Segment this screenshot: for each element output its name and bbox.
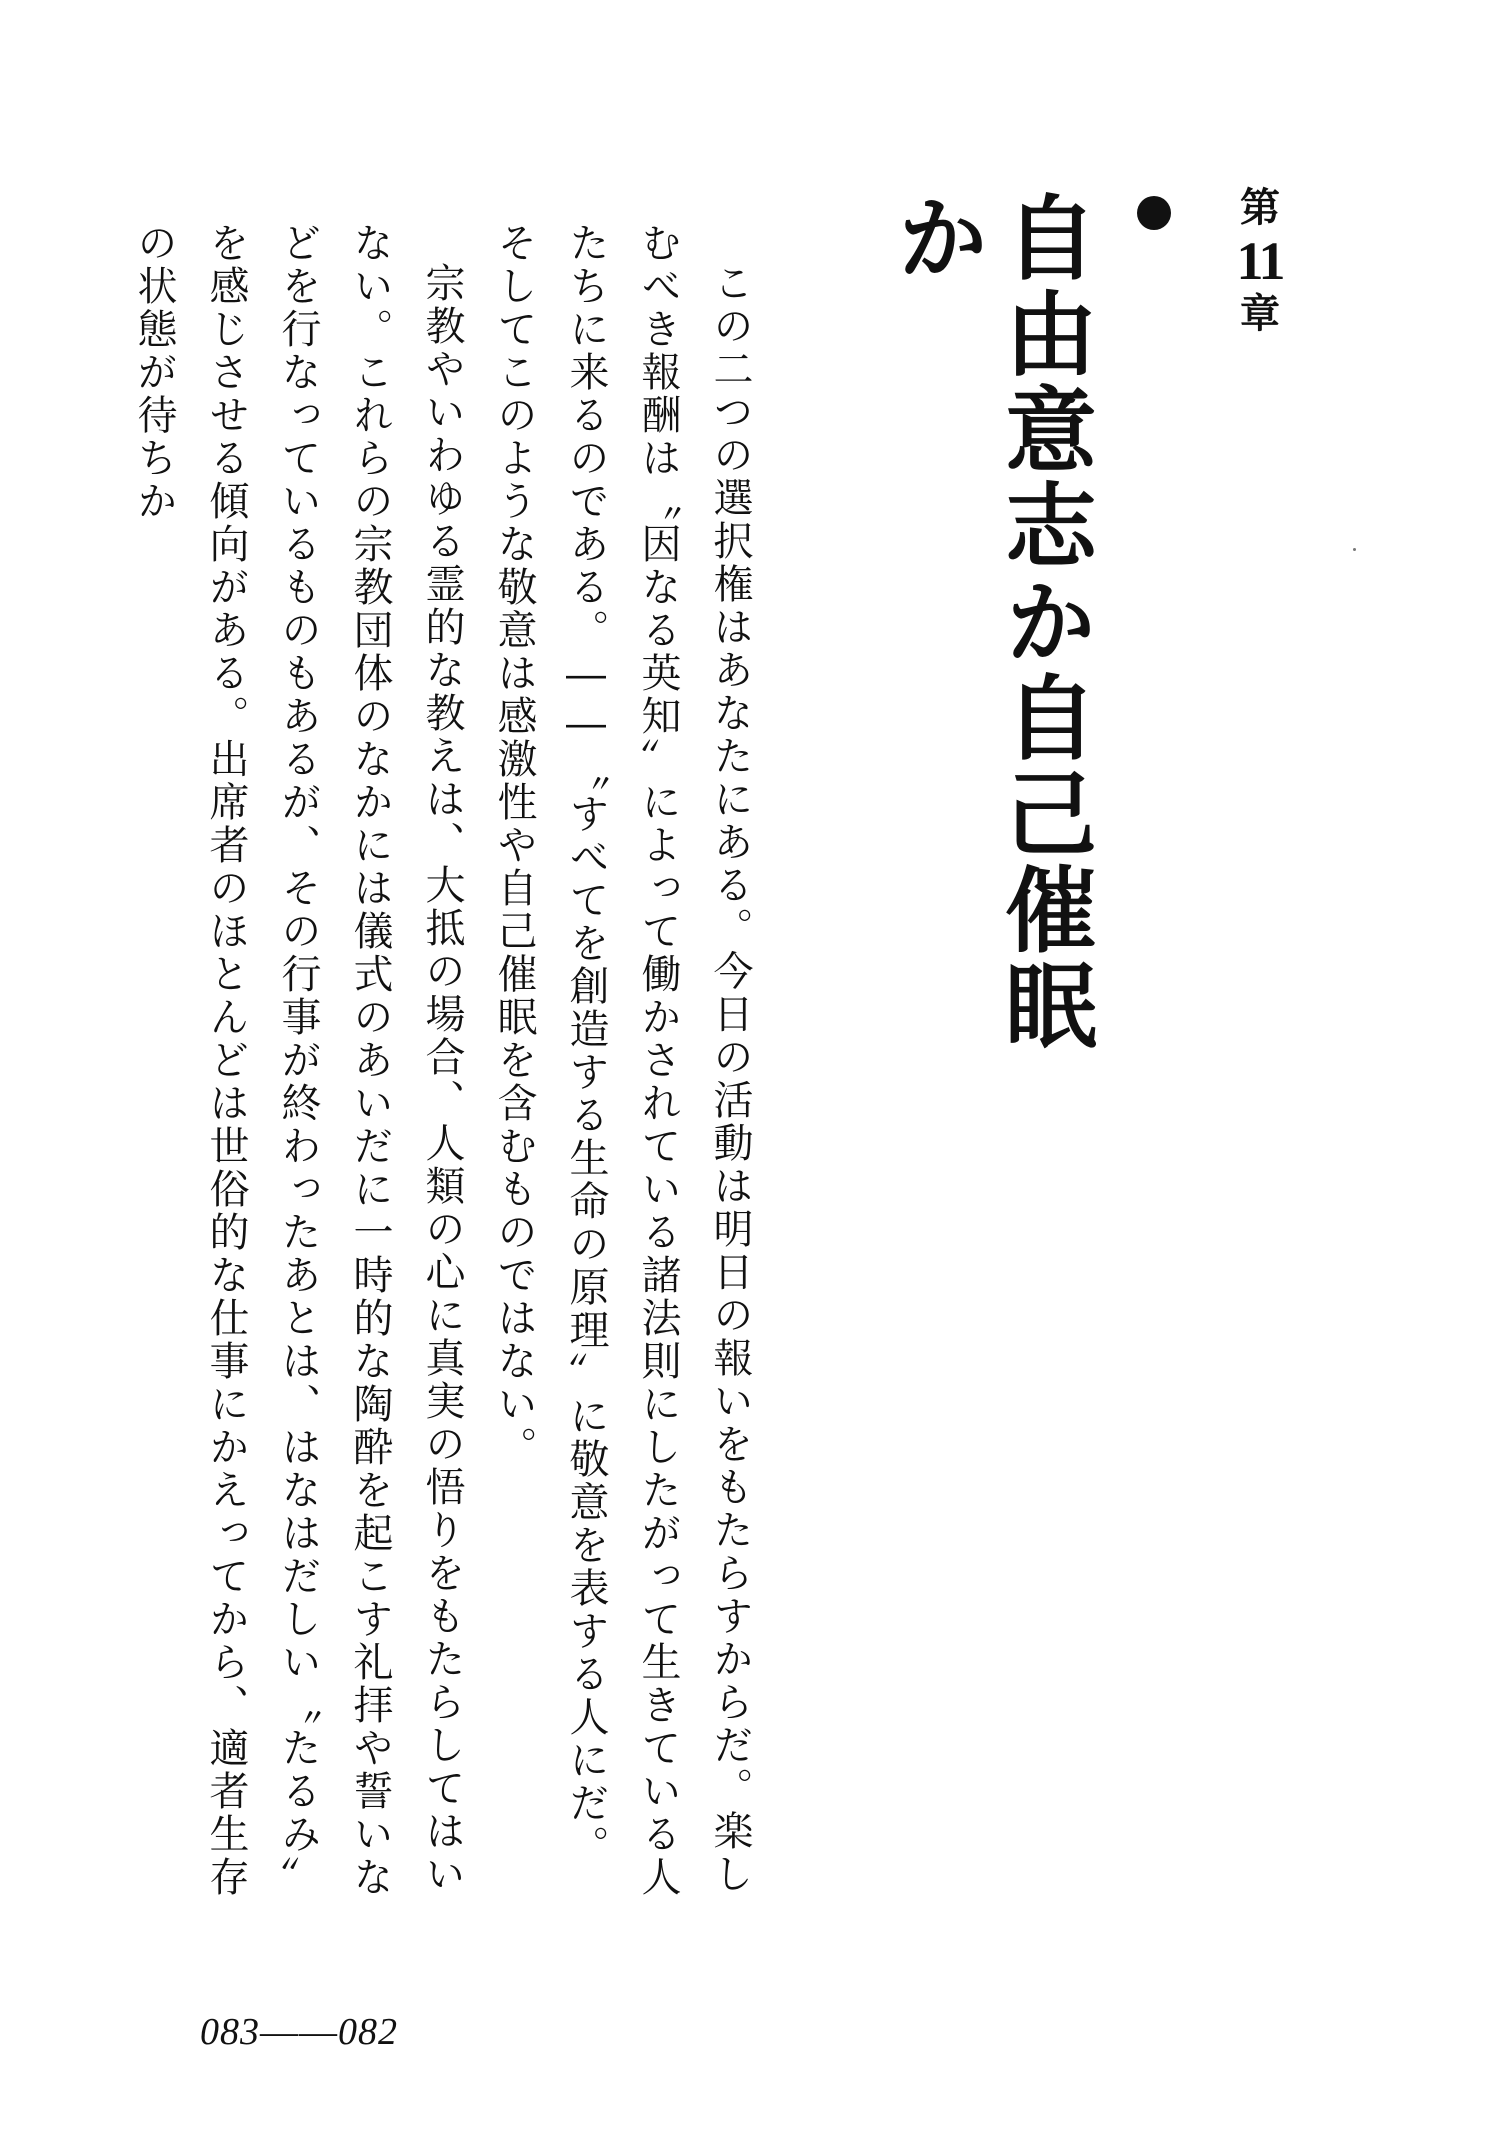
page-number: 083――082 (200, 2011, 398, 2053)
chapter-number: 11 (1236, 231, 1284, 291)
bullet-icon (1137, 196, 1171, 230)
paragraph: この二つの選択権はあなたにある。今日の活動は明日の報いをもたらすからだ。楽しむべき報酬は〝因なる英知〟によって働かされている諸法則にしたがって生きている人たちに来るのである。――〝すべてを創造する生命の原理〟に敬意を表する人にだ。そしてこのような敬意は感激性や自己催眠を含むものではない。 (491, 222, 753, 1899)
scan-speck (1353, 548, 1356, 551)
paragraph: 宗教やいわゆる霊的な教えは、大抵の場合、人類の心に真実の悟りをもたらしてはいない。これらの宗教団体のなかには儀式のあいだに一時的な陶酔を起こす礼拝や誓いなどを行なっているものもあるが、その行事が終わったあとは、はなはだしい〝たるみ〟を感じさせる傾向がある。出席者のほとんどは世俗的な仕事にかえってから、適者生存の状態が待ちか (131, 222, 465, 1899)
chapter-label-prefix: 第 (1240, 184, 1280, 231)
body-text (131, 222, 766, 1902)
chapter-title: 自由意志か自己催眠か (882, 190, 1098, 1054)
chapter-label-suffix: 章 (1240, 290, 1280, 337)
chapter-label (1225, 186, 1295, 336)
